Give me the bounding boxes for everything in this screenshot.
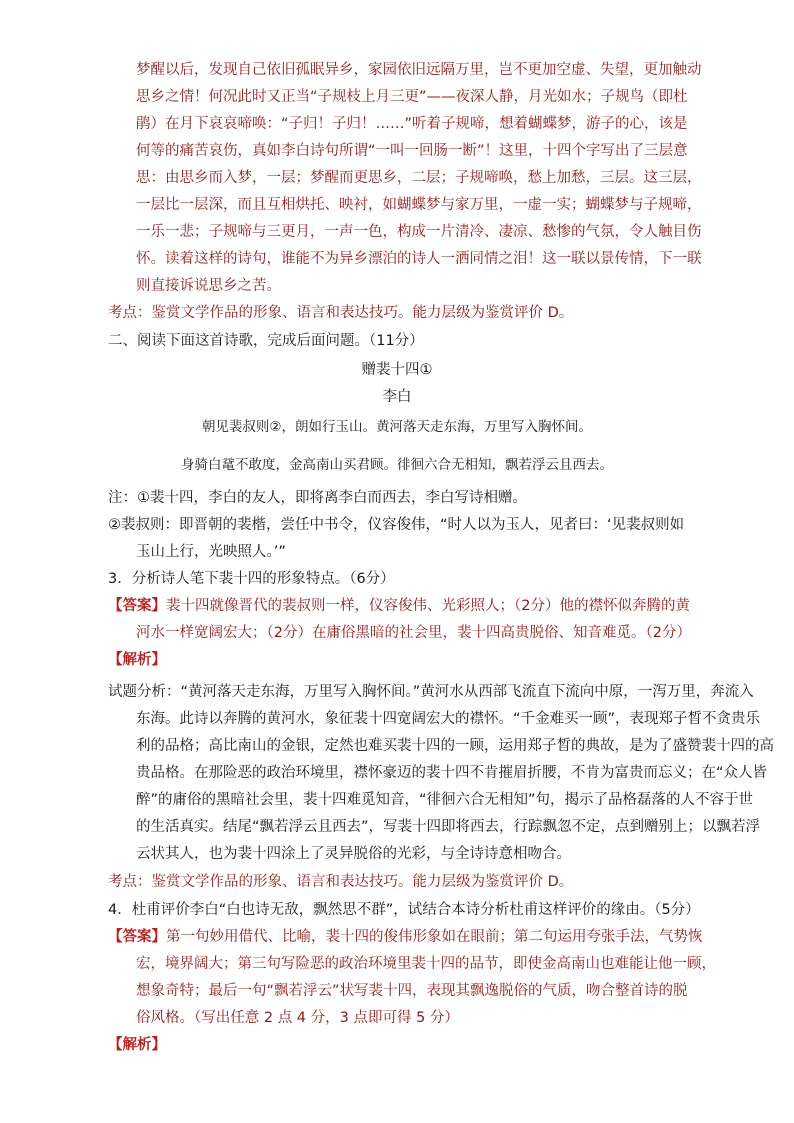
analysis-line: 利的品格；高比南山的金银，定然也难买裴十四的一顾，运用郑子晳的典故，是为了盛赞裴十四的高 xyxy=(136,738,774,754)
analysis-line: 东海。此诗以奔腾的黄河水，象征裴十四宽阔宏大的襟怀。“千金难买一顾”，表现郑子晳不贪贵乐 xyxy=(136,711,761,727)
note-2: ②裴叔则：即晋朝的裴楷，尝任中书令，仪容俊伟，“时人以为玉人，见者曰：‘见裴叔则如 xyxy=(108,517,685,533)
jiexi-tag: 【解析】 xyxy=(108,652,166,668)
section-heading: 二、阅读下面这首诗歌，完成后面问题。（11分） xyxy=(108,333,424,349)
analysis-line: 何等的痛苦哀伤，真如李白诗句所谓“一叫一回肠一断”！这里，十四个字写出了三层意 xyxy=(136,143,688,159)
analysis-line: 醉”的庸俗的黑暗社会里，裴十四难觅知音，“徘徊六合无相知”句，揭示了品格磊落的人不容于世 xyxy=(136,792,754,808)
kaodian-note: 考点：鉴赏文学作品的形象、语言和表达技巧。能力层级为鉴赏评价 D。 xyxy=(108,305,574,321)
answer-text: 第一句妙用借代、比喻，裴十四的俊伟形象如在眼前；第二句运用夸张手法，气势恢 xyxy=(166,929,703,945)
note-1: 注：①裴十四，李白的友人，即将离李白而西去，李白写诗相赠。 xyxy=(108,490,527,506)
analysis-line: 试题分析：“黄河落天走东海，万里写入胸怀间。”黄河水从西部飞流直下流向中原，一泻万里，奔流入 xyxy=(108,684,754,700)
answer-text: 裴十四就像晋代的裴叔则一样，仪容俊伟、光彩照人；（2分）他的襟怀似奔腾的黄 xyxy=(166,598,690,614)
analysis-line: 贵品格。在那险恶的政治环境里，襟怀豪迈的裴十四不肯摧眉折腰，不肯为富贵而忘义；在“众人皆 xyxy=(136,765,768,781)
kaodian-note: 考点：鉴赏文学作品的形象、语言和表达技巧。能力层级为鉴赏评价 D。 xyxy=(108,874,574,890)
analysis-line: 则直接诉说思乡之苦。 xyxy=(136,278,281,294)
poem-line: 朝见裴叔则②，朗如行玉山。黄河落天走东海，万里写入胸怀间。 xyxy=(201,419,593,435)
analysis-line: 鹃）在月下哀哀啼唤：“子归！子归！……”听着子规啼，想着蝴蝶梦，游子的心，该是 xyxy=(136,116,688,132)
analysis-line: 一乐一悲；子规啼与三更月，一声一色，构成一片清冷、凄凉、愁惨的气氛，令人触目伤 xyxy=(136,224,702,240)
note-2-cont: 玉山上行，光映照人。’” xyxy=(136,544,286,560)
answer-tag: 【答案】 xyxy=(108,929,166,945)
poem-line: 身骑白鼋不敢度，金高南山买君顾。徘徊六合无相知，飘若浮云且西去。 xyxy=(181,457,613,473)
answer-4 xyxy=(108,924,718,1032)
answer-3 xyxy=(108,593,708,647)
question-3: 3．分析诗人笔下裴十四的形象特点。（6分） xyxy=(108,571,395,587)
analysis-line: 怀。读着这样的诗句，谁能不为异乡漂泊的诗人一洒同情之泪！这一联以景传情，下一联 xyxy=(136,251,702,267)
analysis-line: 的生活真实。结尾“飘若浮云且西去”，写裴十四即将西去，行踪飘忽不定，点到赠别上；以飘若浮 xyxy=(136,819,761,835)
answer-text: 俗风格。（写出任意 2 点 4 分，3 点即可得 5 分） xyxy=(136,1010,459,1026)
answer-text: 河水一样宽阔宏大；（2分）在庸俗黑暗的社会里，裴十四高贵脱俗、知音难觅。（2分） xyxy=(136,625,691,641)
analysis-line: 思乡之情！何况此时又正当“子规枝上月三更”——夜深人静，月光如水；子规鸟（即杜 xyxy=(136,89,688,105)
poem-author: 李白 xyxy=(382,389,412,405)
analysis-line: 梦醒以后，发现自己依旧孤眠异乡，家园依旧远隔万里，岂不更加空虚、失望，更加触动 xyxy=(136,62,702,78)
analysis-line: 思：由思乡而入梦，一层；梦醒而更思乡，二层；子规啼唤，愁上加愁，三层。这三层， xyxy=(136,170,702,186)
answer-text: 想象奇特；最后一句“飘若浮云”状写裴十四，表现其飘逸脱俗的气质，吻合整首诗的脱 xyxy=(136,983,688,999)
jiexi-tag: 【解析】 xyxy=(108,1037,166,1053)
poem-title: 赠裴十四① xyxy=(361,362,433,378)
answer-text: 宏，境界阔大；第三句写险恶的政治环境里裴十四的品节，即使金高南山也难能让他一顾， xyxy=(136,956,716,972)
answer-tag: 【答案】 xyxy=(108,598,166,614)
question-4: 4．杜甫评价李白“白也诗无敌，飘然思不群”，试结合本诗分析杜甫这样评价的缘由。（5分） xyxy=(108,902,700,918)
analysis-line: 云状其人，也为裴十四涂上了灵异脱俗的光彩，与全诗诗意相吻合。 xyxy=(136,846,571,862)
analysis-3 xyxy=(108,679,774,868)
analysis-continuation xyxy=(136,57,706,300)
analysis-line: 一层比一层深，而且互相烘托、映衬，如蝴蝶梦与家万里，一虚一实；蝴蝶梦与子规啼， xyxy=(136,197,702,213)
